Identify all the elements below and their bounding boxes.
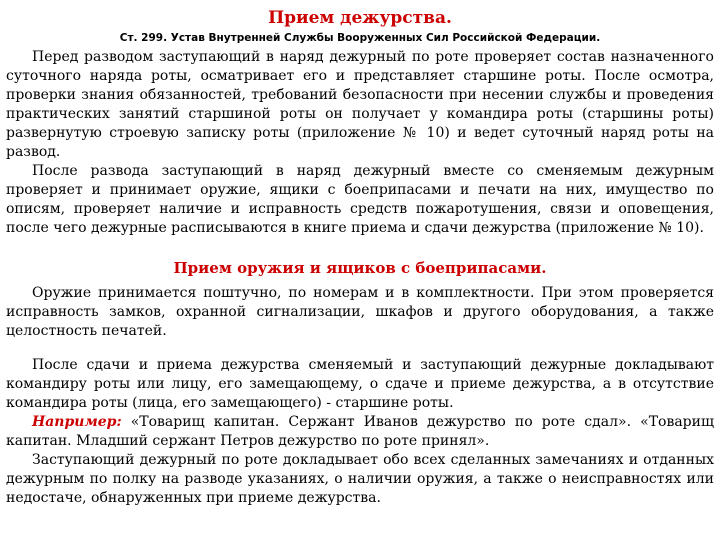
section-title: Прием оружия и ящиков с боеприпасами. — [173, 259, 547, 277]
page-title: Прием дежурства. — [268, 8, 452, 28]
paragraph-2: После развода заступающий в наряд дежурный вместе со сменяемым дежурным проверяет и принимает оружие, ящики с боеприпасами и печати на них, имущество по описям, проверяет наличие и исправность средств пожаротушения, связи и оповещения, после чего дежурные расписываются в книге приема и сдачи дежурства (приложение № 10). — [6, 163, 714, 236]
paragraph-6: Заступающий дежурный по роте докладывает обо всех сделанных замечаниях и отданных дежурным по полку на разводе указаниях, о наличии оружия, а также о неисправностях или недостаче, обнаруженных при приеме дежурства. — [6, 452, 714, 506]
paragraph-4: После сдачи и приема дежурства сменяемый и заступающий дежурные докладывают командиру роты или лицу, его замещающему, о сдаче и приеме дежурства, а в отсутствие командира роты (лица, его замещающего) - старшине роты. — [6, 357, 714, 411]
example-text: «Товарищ капитан. Сержант Иванов дежурство по роте сдал». «Товарищ капитан. Младший сержант Петров дежурство по роте принял». — [6, 414, 714, 449]
page-subtitle: Ст. 299. Устав Внутренней Службы Вооруженных Сил Российской Федерации. — [119, 32, 601, 44]
paragraph-gap — [6, 341, 714, 356]
paragraph-5 — [6, 413, 714, 451]
example-label: Например: — [32, 414, 122, 430]
paragraph-1: Перед разводом заступающий в наряд дежурный по роте проверяет состав назначенного суточного наряда роты, осматривает его и представляет старшине роты. После осмотра, проверки знания обязанностей, требований безопасности при несении службы и проведения практических занятий старшиной роты он получает у командира роты (старшины роты) развернутую строевую записку роты (приложение № 10) и ведет суточный наряд роты на развод. — [6, 49, 714, 160]
paragraph-3: Оружие принимается поштучно, по номерам и в комплектности. При этом проверяется исправность замков, охранной сигнализации, шкафов и другого оборудования, а также целостность печатей. — [6, 285, 714, 339]
